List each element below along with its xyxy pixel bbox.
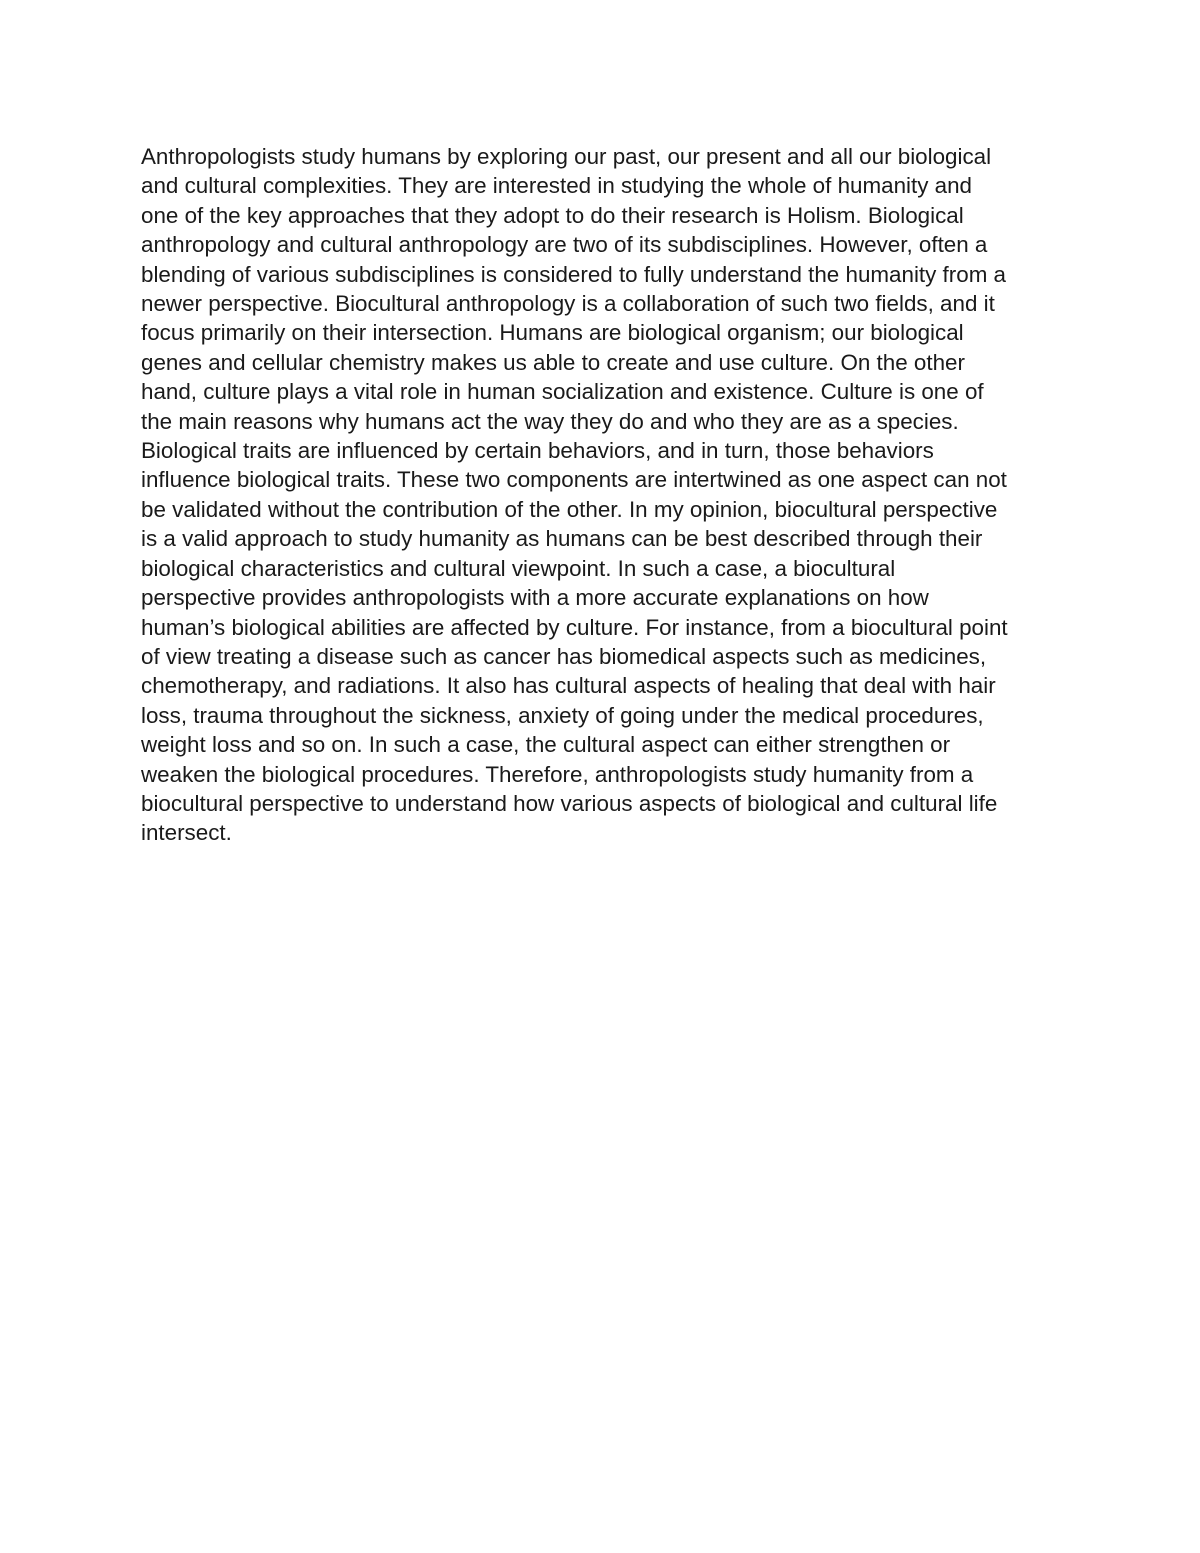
body-paragraph — [141, 142, 1071, 848]
paragraph-line: weight loss and so on. In such a case, the cultural aspect can either strengthen or — [141, 732, 951, 758]
paragraph-line: is a valid approach to study humanity as humans can be best described through their — [141, 526, 983, 552]
paragraph-line: perspective provides anthropologists with a more accurate explanations on how — [141, 585, 929, 611]
paragraph-line: intersect. — [141, 820, 232, 846]
paragraph-line: blending of various subdisciplines is considered to fully understand the humanity from a — [141, 261, 1007, 287]
paragraph-line: human’s biological abilities are affected by culture. For instance, from a biocultural point — [141, 614, 1008, 640]
paragraph-line: hand, culture plays a vital role in human socialization and existence. Culture is one of — [141, 379, 984, 405]
paragraph-line: genes and cellular chemistry makes us able to create and use culture. On the other — [141, 349, 965, 375]
paragraph-line: focus primarily on their intersection. Humans are biological organism; our biological — [141, 320, 964, 346]
paragraph-line: anthropology and cultural anthropology are two of its subdisciplines. However, often a — [141, 232, 988, 258]
paragraph-line: and cultural complexities. They are interested in studying the whole of humanity and — [141, 173, 973, 199]
paragraph-line: loss, trauma throughout the sickness, anxiety of going under the medical procedures, — [141, 702, 984, 728]
paragraph-line: chemotherapy, and radiations. It also has cultural aspects of healing that deal with hair — [141, 673, 996, 699]
paragraph-line: be validated without the contribution of the other. In my opinion, biocultural perspective — [141, 496, 998, 522]
paragraph-line: one of the key approaches that they adopt to do their research is Holism. Biological — [141, 202, 964, 228]
paragraph-line: of view treating a disease such as cancer has biomedical aspects such as medicines, — [141, 643, 987, 669]
paragraph-line: biocultural perspective to understand how various aspects of biological and cultural life — [141, 790, 998, 816]
paragraph-line: Biological traits are influenced by certain behaviors, and in turn, those behaviors — [141, 438, 934, 464]
paragraph-line: newer perspective. Biocultural anthropology is a collaboration of such two fields, and it — [141, 291, 995, 317]
paragraph-line: the main reasons why humans act the way they do and who they are as a species. — [141, 408, 959, 434]
paragraph-line: influence biological traits. These two components are intertwined as one aspect can not — [141, 467, 1007, 493]
paragraph-line: Anthropologists study humans by exploring our past, our present and all our biological — [141, 144, 992, 169]
paragraph-line: weaken the biological procedures. Therefore, anthropologists study humanity from a — [141, 761, 974, 787]
paragraph-line: biological characteristics and cultural viewpoint. In such a case, a biocultural — [141, 555, 896, 581]
